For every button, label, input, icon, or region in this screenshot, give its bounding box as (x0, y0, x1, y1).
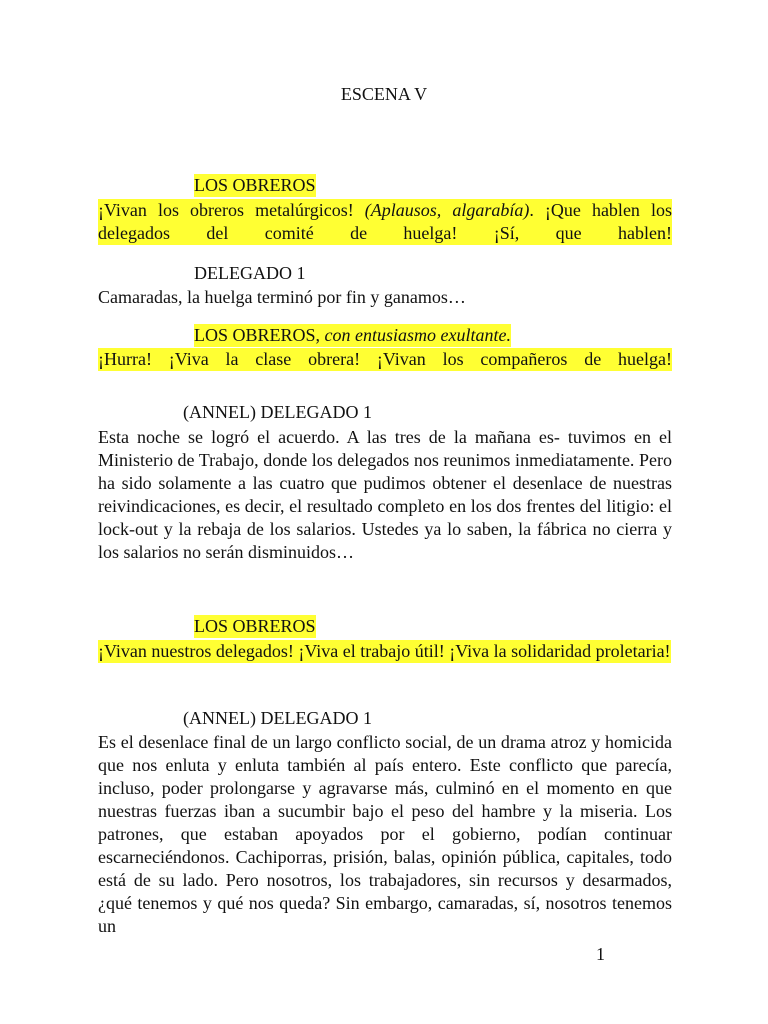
speaker-label: LOS OBREROS (194, 616, 316, 636)
speech-text-a: ¡Vivan los obreros metalúrgicos! (98, 200, 365, 220)
speaker-delegado-1: DELEGADO 1 (194, 263, 306, 283)
speaker-los-obreros-1 (194, 174, 316, 197)
stage-direction: (Aplausos, algarabía) (364, 200, 530, 220)
speech-annel-delegado-2: Es el desenlace final de un largo conflicto social, de un drama atroz y homicida que nos enluta y enluta también al país entero. Este conflicto que parecía, incluso, poder prolongarse y agravarse más, culminó en el momento en que nuestras fuerzas iban a sucumbir bajo el peso del hambre y la miseria. Los patrones, que estaban apoyados por el gobierno, podían continuar escarneciéndonos. Cachiporras, prisión, balas, opinión pública, capitales, todo está de su lado. Pero nosotros, los trabajadores, sin recursos y desarmados, ¿qué tenemos y qué nos queda? Sin embargo, camaradas, sí, nosotros tenemos un (98, 732, 672, 936)
speaker-label: LOS OBREROS, (194, 325, 325, 345)
speech-text-b: . ¡Que hablen los delegados del comité de huelga! ¡Sí, que hablen! (98, 200, 672, 243)
speech-text: ¡Vivan nuestros delegados! ¡Viva el trabajo útil! ¡Viva la solidaridad proletaria! (98, 641, 671, 661)
speaker-los-obreros-3 (194, 615, 316, 638)
speech-los-obreros-3 (98, 640, 672, 663)
speech-los-obreros-2 (98, 348, 672, 371)
stage-direction: con entusiasmo exultante. (324, 325, 511, 345)
speech-annel-delegado-1: Esta noche se logró el acuerdo. A las tres de la mañana es- tuvimos en el Ministerio de Trabajo, donde los delegados nos reunimos inmediatamente. Pero ha sido solamente a las cuatro que pudimos obtener el desenlace de nuestras reivindicaciones, es decir, el resultado completo en los dos frentes del litigio: el lock-out y la rebaja de los salarios. Ustedes ya lo saben, la fábrica no cierra y los salarios no serán disminuidos… (98, 427, 672, 562)
speech-delegado-1: Camaradas, la huelga terminó por fin y ganamos… (98, 287, 466, 307)
speaker-los-obreros-2 (194, 324, 511, 347)
scene-title: ESCENA V (340, 84, 428, 104)
speaker-label: LOS OBREROS (194, 175, 316, 195)
speech-los-obreros-1 (98, 199, 672, 245)
page-number: 1 (596, 944, 605, 964)
speech-text: ¡Hurra! ¡Viva la clase obrera! ¡Vivan los compañeros de huelga! (98, 349, 672, 369)
speaker-annel-delegado-2: (ANNEL) DELEGADO 1 (183, 708, 372, 728)
speaker-annel-delegado-1: (ANNEL) DELEGADO 1 (183, 402, 372, 422)
